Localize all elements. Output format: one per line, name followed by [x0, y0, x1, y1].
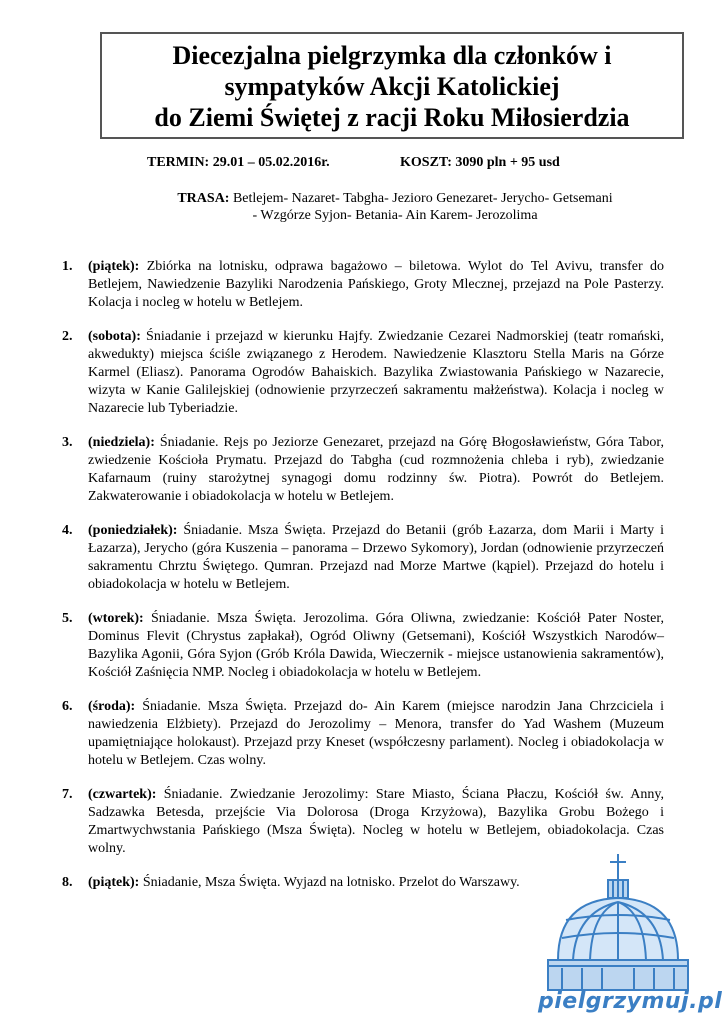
day-text: Śniadanie. Msza Święta. Przejazd do- Ain Karem (miejsce narodzin Jana Chrzciciela i nawiedzenia Elżbiety). Przejazd do Jerozolimy – Menora, transfer do Yad Washem (Muzeum upamiętniające holokaust). Przejazd przy Kneset (współczesny parlament). Nocleg i obiadokolacja w hotelu w Betlejem. Czas wolny. [88, 699, 664, 768]
termin: TERMIN: 29.01 – 05.02.2016r. [147, 155, 330, 170]
day-label: (piątek): [88, 259, 140, 274]
itinerary-list [62, 258, 664, 908]
route-label: TRASA: [177, 191, 230, 206]
day-text: Śniadanie, Msza Święta. Wyjazd na lotnisko. Przelot do Warszawy. [139, 875, 520, 890]
day-label: (piątek): [88, 875, 140, 890]
day-label: (czwartek): [88, 787, 157, 802]
day-label: (środa): [88, 699, 136, 714]
list-item [62, 786, 664, 858]
dome-icon [538, 850, 698, 995]
day-label: (wtorek): [88, 611, 144, 626]
day-number: 2. [62, 329, 73, 344]
list-item [62, 258, 664, 312]
day-number: 8. [62, 875, 73, 890]
day-number: 3. [62, 435, 73, 450]
day-number: 6. [62, 699, 73, 714]
day-text: Śniadanie. Zwiedzanie Jerozolimy: Stare Miasto, Ściana Płaczu, Kościół św. Anny, Sadzawka Betesda, przejście Via Dolorosa (Droga Krzyżowa), Bazylika Grobu Bożego i Zmartwychwstania Pańskiego (Msza Święta). Nocleg w hotelu w Betlejem, obiadokolacja. Czas wolny. [88, 787, 664, 856]
logo-text: pielgrzymuj.pl [538, 989, 723, 1014]
day-text: Śniadanie. Msza Święta. Przejazd do Betanii (grób Łazarza, dom Marii i Marty i Łazarza), Jerycho (góra Kuszenia – panorama – Drzewo Sykomory), Jordan (odnowienie przyrzeczeń sakramentu Chrztu Świętego. Qumran. Przejazd nad Morze Martwe (kąpiel). Przejazd do hotelu i obiadokolacja w hotelu w Betlejem. [88, 523, 664, 592]
title-line-2: sympatyków Akcji Katolickiej [224, 72, 560, 101]
day-number: 5. [62, 611, 73, 626]
list-item [62, 434, 664, 506]
day-label: (poniedziałek): [88, 523, 178, 538]
day-text: Zbiórka na lotnisku, odprawa bagażowo – biletowa. Wylot do Tel Avivu, transfer do Betlejem, Nawiedzenie Bazyliki Narodzenia Pańskiego, Groty Mlecznej, przejazd na Pole Pasterzy. Kolacja i nocleg w hotelu w Betlejem. [88, 259, 664, 310]
route-text-1: Betlejem- Nazaret- Tabgha- Jezioro Genezaret- Jerycho- Getsemani [229, 191, 613, 206]
day-number: 4. [62, 523, 73, 538]
day-number: 1. [62, 259, 73, 274]
day-text: Śniadanie. Rejs po Jeziorze Genezaret, przejazd na Górę Błogosławieństw, Góra Tabor, zwiedzenie Kościoła Prymatu. Przejazd do Tabgha (cud rozmnożenia chleba i ryb), zwiedzanie Kafarnaum (ruiny starożytnej synagogi domu rodzinny św. Piotra). Powrót do Betlejem. Zakwaterowanie i obiadokolacja w hotelu w Betlejem. [88, 435, 664, 504]
list-item [62, 874, 528, 892]
day-text: Śniadanie i przejazd w kierunku Hajfy. Zwiedzanie Cezarei Nadmorskiej (teatr romański, akwedukty) miejsca ściśle związanego z Herodem. Nawiedzenie Klasztoru Stella Maris na Górze Karmel (Eliasz). Panorama Ogrodów Bahaiskich. Bazylika Zwiastowania Pańskiego w Nazarecie, wizyta w Kanie Galilejskiej (odnowienie przyrzeczeń sakramentu małżeństwa). Kolacja i nocleg w Nazarecie lub Tyberiadzie. [88, 329, 664, 416]
title-line-1: Diecezjalna pielgrzymka dla członków i [172, 41, 612, 70]
day-text: Śniadanie. Msza Święta. Jerozolima. Góra Oliwna, zwiedzanie: Kościół Pater Noster, Dominus Flevit (Chrystus zapłakał), Ogród Oliwny (Getsemani), Kościół Wszystkich Narodów– Bazylika Agonii, Góra Syjon (Grób Króla Dawida, Wieczernik - miejsce ustanowienia sakramentów), Kościół Zaśnięcia NMP. Nocleg i obiadokolacja w hotelu w Betlejem. [88, 611, 664, 680]
day-label: (niedziela): [88, 435, 155, 450]
route-line-2: - Wzgórze Syjon- Betania- Ain Karem- Jerozolima [252, 208, 538, 223]
koszt: KOSZT: 3090 pln + 95 usd [400, 155, 560, 170]
day-label: (sobota): [88, 329, 141, 344]
title-box [100, 32, 684, 139]
list-item [62, 522, 664, 594]
route-line-1 [100, 190, 690, 207]
list-item [62, 328, 664, 418]
list-item [62, 610, 664, 682]
title-line-3: do Ziemi Świętej z racji Roku Miłosierdzia [154, 103, 630, 132]
pielgrzymuj-logo [538, 850, 723, 1020]
list-item [62, 698, 664, 770]
route [100, 190, 690, 224]
day-number: 7. [62, 787, 73, 802]
